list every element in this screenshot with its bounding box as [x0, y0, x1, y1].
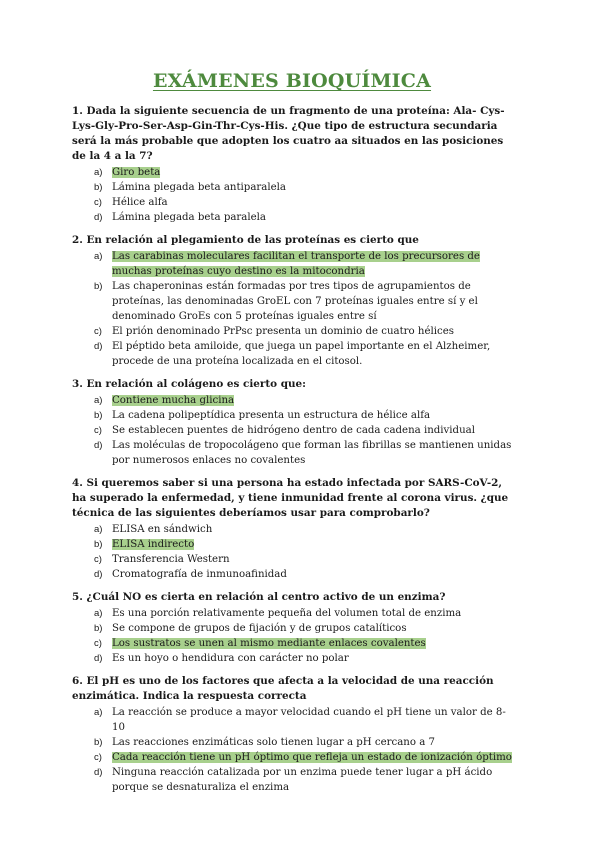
question-text: 3. En relación al colágeno es cierto que:	[72, 378, 306, 390]
option-text-wrap	[112, 552, 512, 567]
option-letter: c)	[94, 752, 102, 763]
correct-answer-text: Cada reacción tiene un pH óptimo que refleja un estado de ionización óptimo	[112, 752, 512, 763]
option-item	[94, 606, 512, 621]
option-letter: c)	[94, 425, 102, 436]
option-item	[94, 552, 512, 567]
option-text: Es una porción relativamente pequeña del volumen total de enzima	[112, 608, 462, 619]
option-list	[72, 249, 512, 369]
question-list	[72, 104, 512, 795]
option-item	[94, 408, 512, 423]
option-text: Ninguna reacción catalizada por un enzima puede tener lugar a pH ácido porque se desnaturaliza el enzima	[112, 767, 493, 793]
question-3	[72, 377, 512, 468]
option-item	[94, 735, 512, 750]
question-2	[72, 233, 512, 369]
option-text: Lámina plegada beta paralela	[112, 212, 266, 223]
option-text-wrap	[112, 735, 512, 750]
option-letter: a)	[94, 167, 103, 178]
option-item	[94, 324, 512, 339]
option-list	[72, 606, 512, 666]
option-item	[94, 651, 512, 666]
option-text-wrap	[112, 606, 512, 621]
option-text: Se compone de grupos de fijación y de grupos catalíticos	[112, 623, 407, 634]
option-letter: b)	[94, 737, 103, 748]
option-text: El péptido beta amiloide, que juega un papel importante en el Alzheimer, procede de una proteína localizada en el citosol.	[112, 341, 491, 367]
option-letter: d)	[94, 653, 103, 664]
option-letter: a)	[94, 524, 103, 535]
correct-answer-text: Giro beta	[112, 167, 161, 178]
option-letter: a)	[94, 395, 103, 406]
correct-answer-text: Los sustratos se unen al mismo mediante enlaces covalentes	[112, 638, 426, 649]
option-list	[72, 165, 512, 225]
option-letter: d)	[94, 767, 103, 778]
option-list	[72, 705, 512, 795]
question-1	[72, 104, 512, 225]
option-text: Transferencia Western	[112, 554, 230, 565]
option-letter: a)	[94, 707, 103, 718]
option-letter: d)	[94, 341, 103, 352]
option-item	[94, 423, 512, 438]
option-text-wrap	[112, 339, 512, 369]
option-item	[94, 393, 512, 408]
option-text-wrap	[112, 408, 512, 423]
option-text-wrap	[112, 195, 512, 210]
option-text-wrap	[112, 651, 512, 666]
option-text: Es un hoyo o hendidura con carácter no polar	[112, 653, 349, 664]
option-text-wrap	[112, 567, 512, 582]
option-text-wrap	[112, 180, 512, 195]
question-text: 4. Si queremos saber si una persona ha estado infectada por SARS-CoV-2, ha superado la enfermedad, y tiene inmunidad frente al corona virus. ¿que técnica de las siguientes deberíamos usar para comprobarlo?	[72, 477, 509, 519]
option-text-wrap	[112, 165, 512, 180]
option-text: Las chaperoninas están formadas por tres tipos de agrupamientos de proteínas, las denominadas GroEL con 7 proteínas iguales entre sí y el denominado GroEs con 5 proteínas iguales entre sí	[112, 281, 478, 322]
option-text-wrap	[112, 423, 512, 438]
option-letter: c)	[94, 638, 102, 649]
correct-answer-text: ELISA indirecto	[112, 539, 195, 550]
option-letter: c)	[94, 326, 102, 337]
option-text-wrap	[112, 522, 512, 537]
option-item	[94, 750, 512, 765]
option-item	[94, 765, 512, 795]
option-letter: c)	[94, 554, 102, 565]
option-list	[72, 393, 512, 468]
option-item	[94, 438, 512, 468]
option-item	[94, 339, 512, 369]
question-4	[72, 476, 512, 582]
option-text: Se establecen puentes de hidrógeno dentro de cada cadena individual	[112, 425, 475, 436]
option-text-wrap	[112, 765, 512, 795]
option-item	[94, 279, 512, 324]
option-letter: a)	[94, 251, 103, 262]
option-text-wrap	[112, 249, 512, 279]
option-text-wrap	[112, 705, 512, 735]
option-text-wrap	[112, 279, 512, 324]
option-text-wrap	[112, 636, 512, 651]
option-text-wrap	[112, 438, 512, 468]
option-item	[94, 636, 512, 651]
option-letter: b)	[94, 539, 103, 550]
question-text: 6. El pH es uno de los factores que afecta a la velocidad de una reacción enzimática. Indica la respuesta correcta	[72, 675, 494, 702]
option-text-wrap	[112, 210, 512, 225]
option-item	[94, 165, 512, 180]
question-6	[72, 674, 512, 795]
option-text-wrap	[112, 750, 512, 765]
option-letter: d)	[94, 569, 103, 580]
option-letter: d)	[94, 212, 103, 223]
option-item	[94, 195, 512, 210]
question-text: 1. Dada la siguiente secuencia de un fragmento de una proteína: Ala- Cys- Lys-Gly-Pro-Ser-Asp-Gin-Thr-Cys-His. ¿Que tipo de estructura secundaria será la más probable que adopten los cuatro aa situados en las posiciones de la 4 a la 7?	[72, 105, 505, 162]
option-item	[94, 537, 512, 552]
option-text: Las moléculas de tropocolágeno que forman las fibrillas se mantienen unidas por numerosos enlaces no covalentes	[112, 440, 512, 466]
option-text: La cadena polipeptídica presenta un estructura de hélice alfa	[112, 410, 431, 421]
option-letter: b)	[94, 623, 103, 634]
option-letter: a)	[94, 608, 103, 619]
option-item	[94, 210, 512, 225]
option-text: Cromatografía de inmunoafinidad	[112, 569, 287, 580]
option-letter: d)	[94, 440, 103, 451]
option-item	[94, 180, 512, 195]
option-text: Las reacciones enzimáticas solo tienen lugar a pH cercano a 7	[112, 737, 436, 748]
option-text: El prión denominado PrPsc presenta un dominio de cuatro hélices	[112, 326, 454, 337]
option-item	[94, 567, 512, 582]
correct-answer-text: Contiene mucha glicina	[112, 395, 235, 406]
option-text: Lámina plegada beta antiparalela	[112, 182, 286, 193]
question-text: 5. ¿Cuál NO es cierta en relación al centro activo de un enzima?	[72, 591, 446, 603]
option-text-wrap	[112, 621, 512, 636]
page-title: EXÁMENES BIOQUÍMICA	[152, 70, 432, 92]
option-letter: b)	[94, 182, 103, 193]
option-text-wrap	[112, 324, 512, 339]
option-item	[94, 249, 512, 279]
question-text: 2. En relación al plegamiento de las proteínas es cierto que	[72, 234, 419, 246]
option-list	[72, 522, 512, 582]
option-text: La reacción se produce a mayor velocidad cuando el pH tiene un valor de 8-10	[112, 707, 506, 733]
option-item	[94, 522, 512, 537]
question-5	[72, 590, 512, 666]
option-text: ELISA en sándwich	[112, 524, 213, 535]
option-item	[94, 705, 512, 735]
option-letter: b)	[94, 410, 103, 421]
correct-answer-text: Las carabinas moleculares facilitan el transporte de los precursores de muchas proteínas cuyo destino es la mitocondria	[112, 251, 480, 277]
option-text: Hélice alfa	[112, 197, 168, 208]
option-letter: b)	[94, 281, 103, 292]
option-text-wrap	[112, 393, 512, 408]
option-text-wrap	[112, 537, 512, 552]
option-item	[94, 621, 512, 636]
option-letter: c)	[94, 197, 102, 208]
